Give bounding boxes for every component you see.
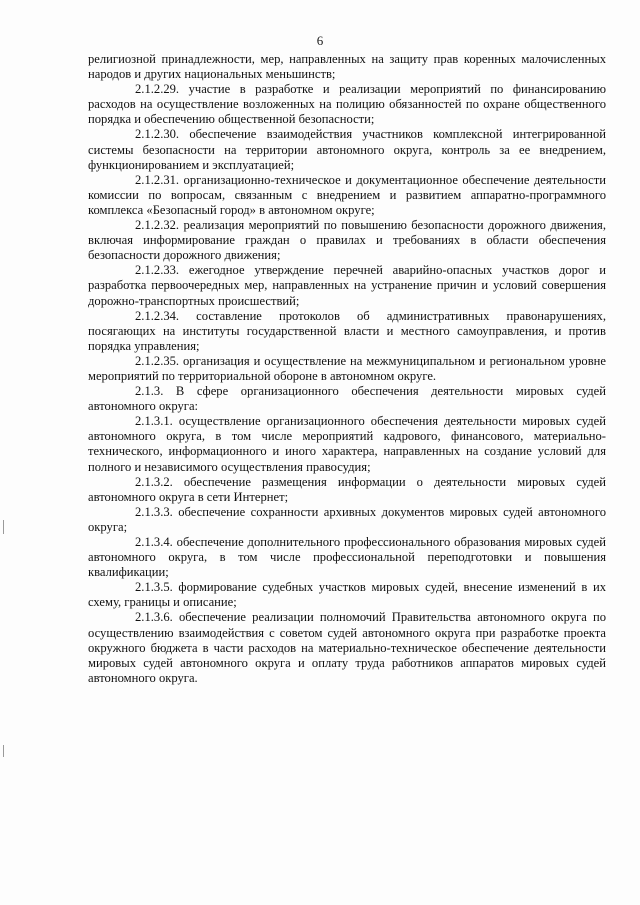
paragraph: 2.1.3.6. обеспечение реализации полномочий Правительства автономного округа по осуществлению взаимодействия с советом судей автономного округа при разработке проекта окружного бюджета в части расходов на материально-техническое обеспечение деятельности мировых судей автономного округа и оплату труда работников аппаратов мировых судей автономного округа. [88,610,606,685]
scan-edge-mark [3,745,4,757]
paragraph: 2.1.2.32. реализация мероприятий по повышению безопасности дорожного движения, включая информирование граждан о правилах и требованиях в области обеспечения безопасности дорожного движения; [88,218,606,263]
paragraph: религиозной принадлежности, мер, направленных на защиту прав коренных малочисленных народов и других национальных меньшинств; [88,52,606,82]
page-number: 6 [316,33,324,48]
paragraph: 2.1.3.4. обеспечение дополнительного профессионального образования мировых судей автономного округа, в том числе профессиональной переподготовки и повышения квалификации; [88,535,606,580]
paragraph: 2.1.3.5. формирование судебных участков мировых судей, внесение изменений в их схему, границы и описание; [88,580,606,610]
paragraph: 2.1.2.30. обеспечение взаимодействия участников комплексной интегрированной системы безопасности на территории автономного округа, контроль за ее внедрением, функционированием и эксплуатацией; [88,127,606,172]
paragraph: 2.1.3.3. обеспечение сохранности архивных документов мировых судей автономного округа; [88,504,606,534]
paragraph: 2.1.2.31. организационно-техническое и документационное обеспечение деятельности комиссии по вопросам, связанным с внедрением и развитием аппаратно-программного комплекса «Безопасный город» в автономном округе; [88,172,606,217]
document-body [88,52,606,686]
paragraph: 2.1.2.29. участие в разработке и реализации мероприятий по финансированию расходов на осуществление возложенных на полицию обязанностей по охране общественного порядка и обеспечению общественной безопасности; [88,82,606,127]
scan-edge-mark [3,520,4,534]
paragraph: 2.1.2.35. организация и осуществление на межмуниципальном и региональном уровне мероприятий по территориальной обороне в автономном округе. [88,353,606,383]
paragraph: 2.1.3.1. осуществление организационного обеспечения деятельности мировых судей автономного округа, в том числе мероприятий кадрового, финансового, материально-технического, информационного и иного характера, направленных на создание условий для полного и независимого осуществления правосудия; [88,414,606,474]
paragraph: 2.1.3.2. обеспечение размещения информации о деятельности мировых судей автономного округа в сети Интернет; [88,474,606,504]
paragraph: 2.1.2.33. ежегодное утверждение перечней аварийно-опасных участков дорог и разработка первоочередных мер, направленных на устранение причин и условий совершения дорожно-транспортных происшествий; [88,263,606,308]
paragraph: 2.1.2.34. составление протоколов об административных правонарушениях, посягающих на институты государственной власти и местного самоуправления, и против порядка управления; [88,308,606,353]
paragraph: 2.1.3. В сфере организационного обеспечения деятельности мировых судей автономного округа: [88,384,606,414]
